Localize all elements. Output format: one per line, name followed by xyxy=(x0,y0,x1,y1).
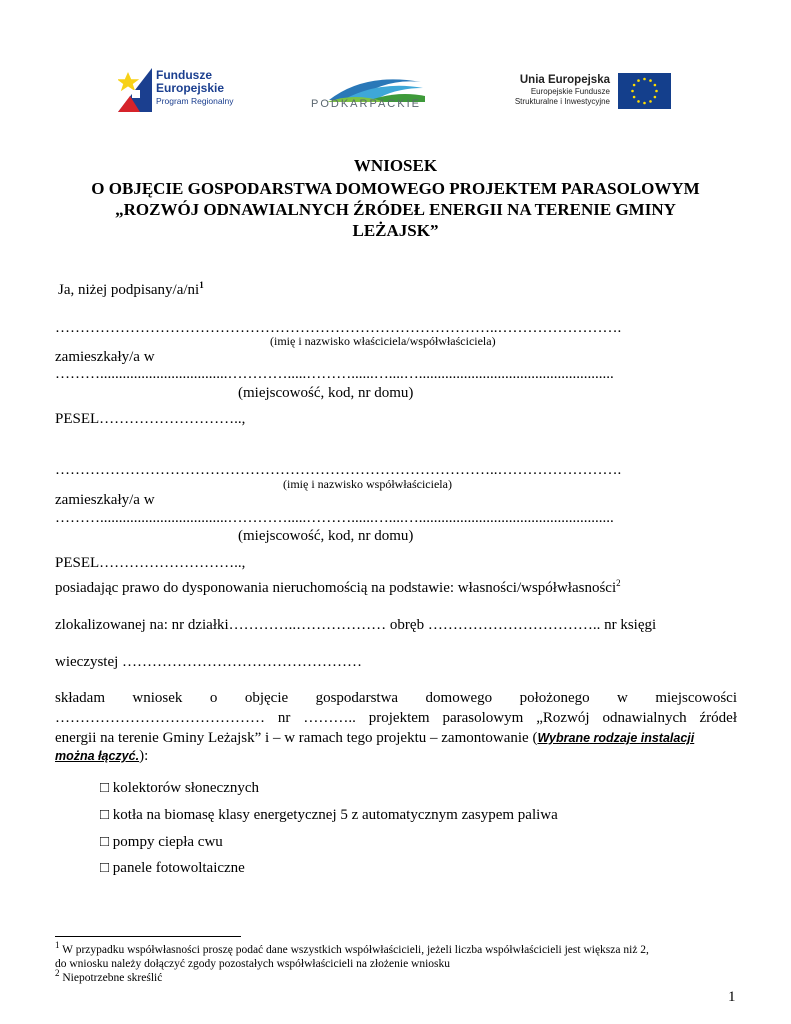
eu-flag-icon xyxy=(618,73,671,109)
footnote-1 xyxy=(55,940,649,985)
option-biomass-boiler[interactable]: □ kotła na biomasę klasy energetycznej 5 z automatycznym zasypem paliwa xyxy=(100,807,558,823)
option-photovoltaic[interactable]: □ panele fotowoltaiczne xyxy=(100,860,245,876)
request-line-2[interactable]: …………………………………… nr ……….. projektem parasolowym „Rozwój odnawialnych źródeł xyxy=(55,710,737,726)
address-caption-1: (miejscowość, kod, nr domu) xyxy=(238,385,414,401)
ownership-line xyxy=(55,580,621,597)
fe-line2: Europejskie xyxy=(156,81,225,95)
fe-line3: Program Regionalny xyxy=(156,96,234,106)
footnote-1-number: 1 xyxy=(55,940,60,951)
footnote-1-line-1: W przypadku współwłasności proszę podać dane wszystkich współwłaścicieli, jeżeli liczba współwłaścicieli jest większa niż 2, xyxy=(59,944,649,956)
owner-name-caption: (imię i nazwisko właściciela/współwłaściciela) xyxy=(270,334,496,348)
footnote-2-text: Niepotrzebne skreślić xyxy=(59,972,163,984)
coowner-name-field[interactable]: ……………………………………………………………………………..……………………. xyxy=(55,462,622,478)
pesel-field-2[interactable]: PESEL……………………….., xyxy=(55,555,246,571)
address-field-1[interactable]: ………..................................………….....………......…....….................................................... xyxy=(55,366,614,382)
ownership-text: posiadając prawo do dysponowania nieruchomością na podstawie: własności/współwłasności xyxy=(55,580,617,596)
footnote-ref-1: 1 xyxy=(199,280,204,290)
intro-text: Ja, niżej podpisany/a/ni xyxy=(58,282,200,298)
fundusze-europejskie-logo xyxy=(118,68,152,112)
request-line-3 xyxy=(55,728,694,748)
footnote-2-number: 2 xyxy=(55,968,60,979)
fe-line1: Fundusze xyxy=(156,68,212,82)
intro-line xyxy=(58,282,204,299)
option-heat-pump[interactable]: □ pompy ciepła cwu xyxy=(100,834,223,850)
ue-line3: Strukturalne i Inwestycyjne xyxy=(514,97,610,106)
request-line-3-text: energii na terenie Gminy Leżajsk” i – w ramach tego projektu – zamontowanie ( xyxy=(55,730,538,746)
address-field-2[interactable]: ………..................................………….....………......…....….................................................... xyxy=(55,510,614,526)
title-line-2: O OBJĘCIE GOSPODARSTWA DOMOWEGO PROJEKTEM PARASOLOWYM xyxy=(91,179,700,198)
title-line-1: WNIOSEK xyxy=(353,156,438,175)
resident-label-2: zamieszkały/a w xyxy=(55,492,155,508)
ue-line1: Unia Europejska xyxy=(519,74,610,86)
request-line-4-end: ): xyxy=(139,748,149,764)
footnote-1-line-2: do wniosku należy dołączyć zgody pozostałych współwłaścicieli na złożenie wniosku xyxy=(55,958,451,970)
request-line-4 xyxy=(55,746,148,766)
ue-line2: Europejskie Fundusze xyxy=(530,87,610,96)
title-line-4: LEŻAJSK” xyxy=(352,221,439,240)
land-register-line[interactable]: wieczystej ………………………………………… xyxy=(55,654,363,670)
title-line-3: „ROZWÓJ ODNAWIALNYCH ŹRÓDEŁ ENERGII NA TERENIE GMINY xyxy=(115,200,676,219)
option-solar-collectors[interactable]: □ kolektorów słonecznych xyxy=(100,780,260,796)
plot-line[interactable]: zlokalizowanej na: nr działki…………..……………… obręb …………………………….. nr księgi xyxy=(55,617,657,633)
coowner-name-caption: (imię i nazwisko współwłaściciela) xyxy=(283,477,452,491)
logo-bar xyxy=(0,60,791,120)
installation-note-b: można łączyć. xyxy=(55,749,140,763)
page-number: 1 xyxy=(728,989,736,1005)
installation-note-a: Wybrane rodzaje instalacji xyxy=(537,731,695,745)
footnote-ref-2: 2 xyxy=(616,578,621,588)
request-line-1: składam wniosek o objęcie gospodarstwa domowego położonego w miejscowości xyxy=(55,690,737,706)
pesel-field-1[interactable]: PESEL……………………….., xyxy=(55,411,246,427)
address-caption-2: (miejscowość, kod, nr domu) xyxy=(238,528,414,544)
owner-name-field[interactable]: ……………………………………………………………………………..……………………. xyxy=(55,320,622,336)
footnote-divider xyxy=(55,936,241,937)
podkarpackie-text: PODKARPACKIE xyxy=(311,98,421,110)
resident-label-1: zamieszkały/a w xyxy=(55,349,155,365)
